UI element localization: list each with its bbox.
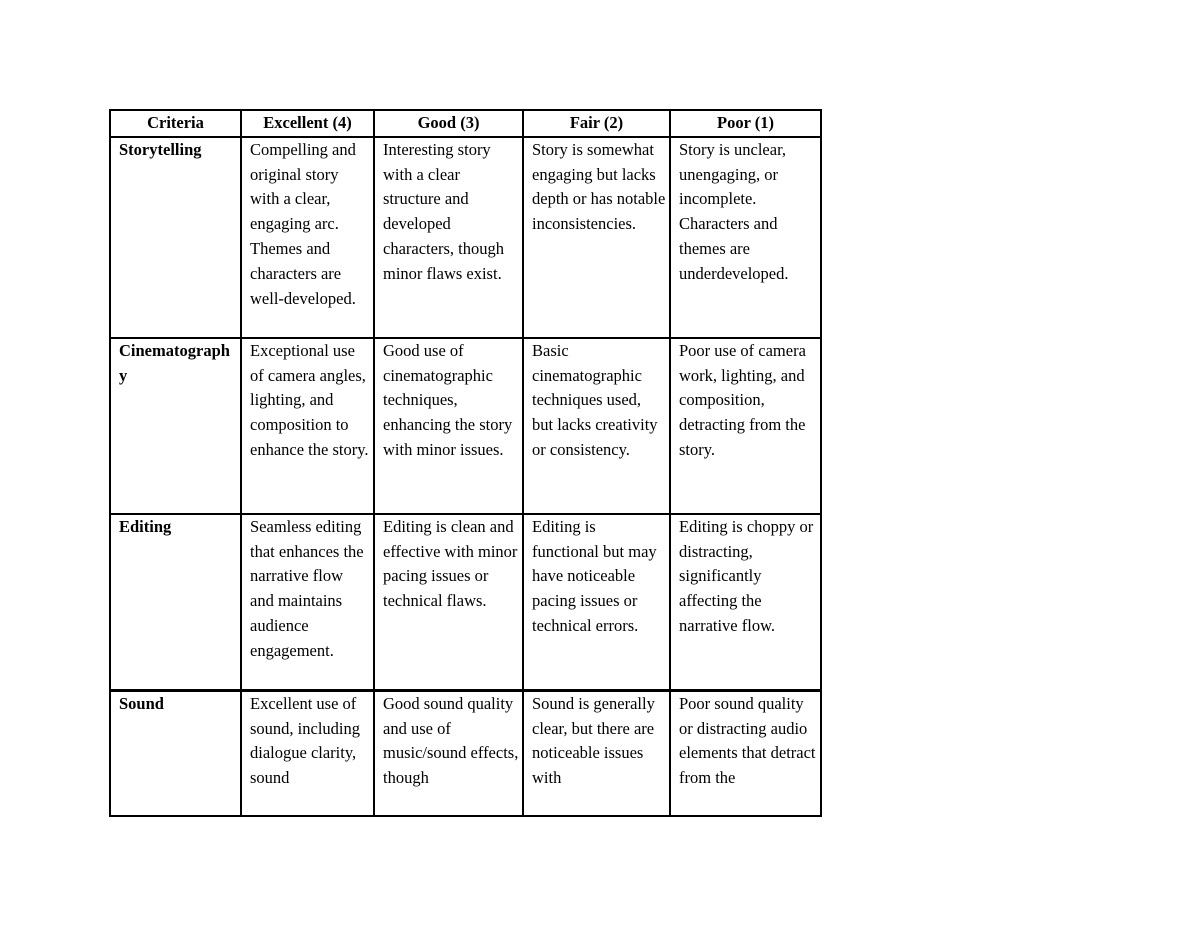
header-criteria: Criteria: [110, 110, 241, 137]
table-row: [110, 690, 821, 816]
criteria-text: Sound: [119, 693, 164, 713]
excellent-cell: Exceptional use of camera angles, lighting, and composition to enhance the story.: [241, 338, 374, 514]
excellent-cell: [241, 690, 374, 816]
criteria-cell: Cinematography: [110, 338, 241, 514]
criteria-cell: [110, 690, 241, 816]
table-row: [110, 338, 821, 514]
fair-cell: Story is somewhat engaging but lacks depth or has notable inconsistencies.: [523, 137, 670, 338]
fair-text: Sound is generally clear, but there are noticeable issues with: [532, 693, 655, 788]
good-cell: Good use of cinematographic techniques, enhancing the story with minor issues.: [374, 338, 523, 514]
header-poor: Poor (1): [670, 110, 821, 137]
poor-cell: Editing is choppy or distracting, significantly affecting the narrative flow.: [670, 514, 821, 691]
header-row: [110, 110, 821, 137]
criteria-cell: Storytelling: [110, 137, 241, 338]
criteria-cell: Editing: [110, 514, 241, 691]
good-cell: [374, 690, 523, 816]
poor-cell: [670, 690, 821, 816]
header-excellent: Excellent (4): [241, 110, 374, 137]
excellent-cell: Compelling and original story with a clear, engaging arc. Themes and characters are well-developed.: [241, 137, 374, 338]
poor-cell: Story is unclear, unengaging, or incomplete. Characters and themes are underdeveloped.: [670, 137, 821, 338]
rubric-table: [109, 109, 822, 817]
good-cell: Editing is clean and effective with minor pacing issues or technical flaws.: [374, 514, 523, 691]
header-good: Good (3): [374, 110, 523, 137]
header-fair: Fair (2): [523, 110, 670, 137]
good-text: Good sound quality and use of music/sound effects, though: [383, 693, 519, 788]
table-row: [110, 514, 821, 691]
poor-cell: Poor use of camera work, lighting, and composition, detracting from the story.: [670, 338, 821, 514]
good-cell: Interesting story with a clear structure and developed characters, though minor flaws exist.: [374, 137, 523, 338]
excellent-cell: Seamless editing that enhances the narrative flow and maintains audience engagement.: [241, 514, 374, 691]
table-row: [110, 137, 821, 338]
fair-cell: Basic cinematographic techniques used, but lacks creativity or consistency.: [523, 338, 670, 514]
fair-cell: Editing is functional but may have noticeable pacing issues or technical errors.: [523, 514, 670, 691]
poor-text: Poor sound quality or distracting audio elements that detract from the: [679, 693, 816, 788]
fair-cell: [523, 690, 670, 816]
excellent-text: Excellent use of sound, including dialogue clarity, sound: [250, 693, 360, 788]
